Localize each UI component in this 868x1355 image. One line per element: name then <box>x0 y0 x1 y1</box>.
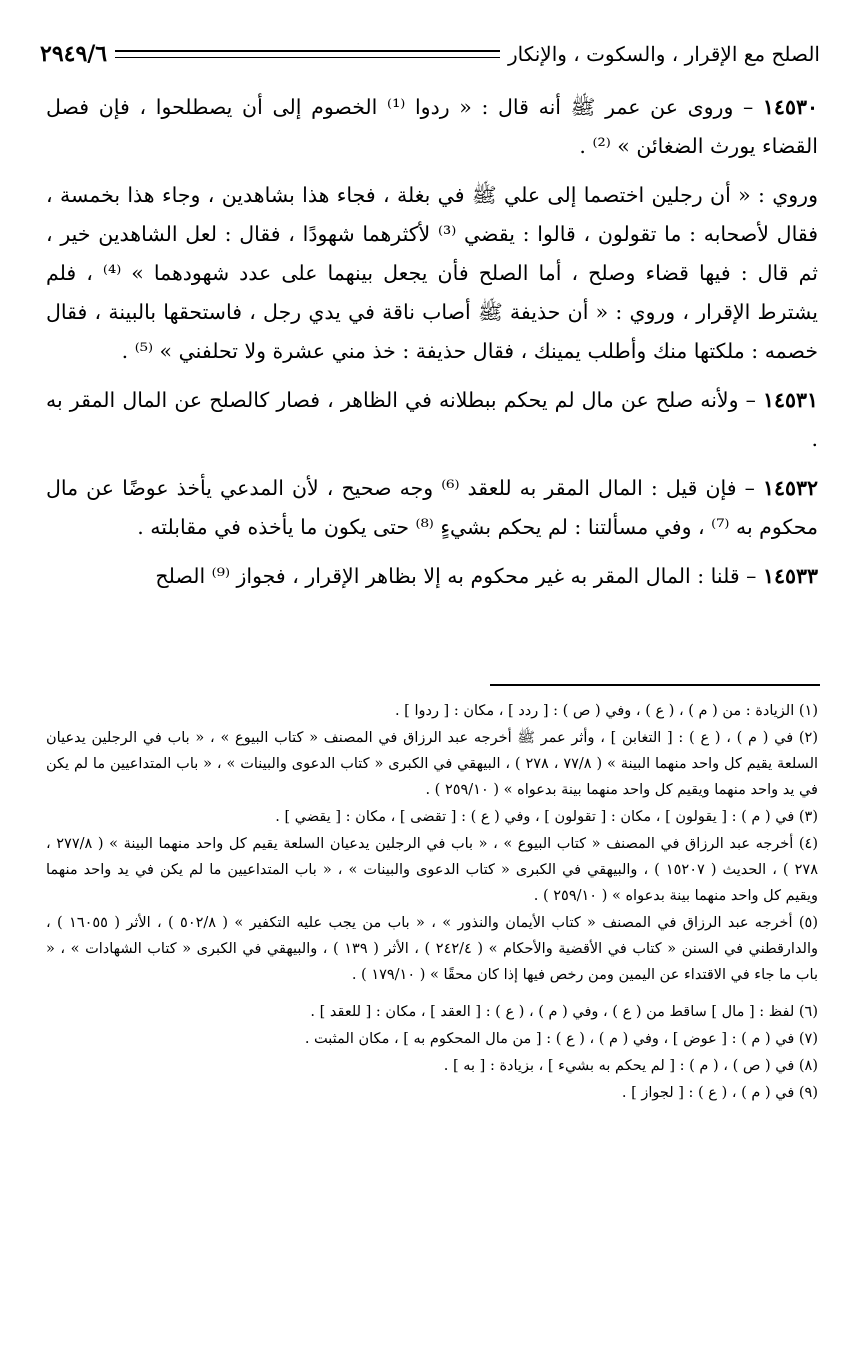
footnote-gap <box>46 989 818 999</box>
paragraph <box>46 88 818 166</box>
footnotes <box>46 698 818 1107</box>
paragraph <box>46 469 818 547</box>
running-header <box>40 34 820 74</box>
header-rule <box>115 50 500 58</box>
paragraph-text: وروي : « أن رجلين اختصما إلى علي ﷺ في بغلة ، فجاء هذا بشاهدين ، وجاء هذا بخمسة ، فقال لأصحابه : ما تقولون ، قالوا : يقضي ⁽³⁾ لأكثرهما شهودًا ، فقال : لعل الشاهدين خير ، ثم قال : فيها قضاء وصلح ، أما الصلح فأن يجعل بينهما على عدد شهودهما » ⁽⁴⁾ ، فلم يشترط الإقرار ، وروي : « أن حذيفة ﷺ أصاب ناقة في يدي رجل ، فاستحقها بالبينة ، فقال خصمه : ملكتها منك وأطلب يمينك ، فقال حذيفة : خذ مني عشرة ولا تحلفني » ⁽⁵⁾ . <box>46 183 819 363</box>
page-number: ٢٩٤٩/٦ <box>40 41 108 67</box>
paragraph-text: – ولأنه صلح عن مال لم يحكم ببطلانه في الظاهر ، فصار كالصلح عن المال المقر به . <box>46 388 818 451</box>
paragraph <box>46 557 818 596</box>
footnote: (٩) في ( م ) ، ( ع ) : [ لجواز ] . <box>621 1085 818 1101</box>
footnote: (٨) في ( ص ) ، ( م ) : [ لم يحكم به بشيء ] ، بزيادة : [ به ] . <box>443 1058 818 1074</box>
paragraph-number: ١٤٥٣١ <box>762 388 818 412</box>
paragraph-number: ١٤٥٣٠ <box>762 95 818 119</box>
main-text <box>46 88 818 606</box>
paragraph-number: ١٤٥٣٣ <box>762 564 818 588</box>
paragraph <box>46 176 818 371</box>
footnote: (٥) أخرجه عبد الرزاق في المصنف « كتاب الأيمان والنذور » ، « باب من يجب عليه التكفير » ( ٥٠٢/٨ ) ، الأثر ( ١٦٠٥٥ ) ، والدارقطني في السنن « كتاب في الأقضية والأحكام » ( ٢٤٢/٤ ) ، الأثر ( ١٣٩ ) ، والبيهقي في الكبرى « كتاب الشهادات » ، « باب ما جاء في الاقتداء عن اليمين ومن رخص فيها إذا كان محقًا » ( ١٧٩/١٠ ) . <box>46 915 819 983</box>
footnote: (٢) في ( م ) ، ( ع ) : [ التغابن ] ، وأثر عمر ﷺ أخرجه عبد الرزاق في المصنف « كتاب البيوع » ، « باب في الرجلين يدعيان السلعة يقيم كل واحد منهما البينة » ( ٧٧/٨ ، ٢٧٨ ) ، البيهقي في الكبرى « كتاب الدعوى والبينات » ، « باب المتداعيين ما لم يكن في يد واحد منهما ويقيم كل واحد منهما بينة بدعواه » ( ٢٥٩/١٠ ) . <box>46 730 819 798</box>
footnote-separator <box>490 684 820 686</box>
paragraph-number: ١٤٥٣٢ <box>762 476 818 500</box>
paragraph-text: – قلنا : المال المقر به غير محكوم به إلا بظاهر الإقرار ، فجواز ⁽⁹⁾ الصلح <box>155 564 763 588</box>
paragraph <box>46 381 818 459</box>
footnote: (٤) أخرجه عبد الرزاق في المصنف « كتاب البيوع » ، « باب في الرجلين يدعيان السلعة يقيم كل واحد منهما البينة » ( ٢٧٧/٨ ، ٢٧٨ ) ، الحديث ( ١٥٢٠٧ ) ، والبيهقي في الكبرى « كتاب الدعوى والبينات » ، « باب المتداعيين ما لم يكن في يد واحد منهما ويقيم كل واحد منهما بينة بدعواه » ( ٢٥٩/١٠ ) . <box>46 836 818 904</box>
footnote: (١) الزيادة : من ( م ) ، ( ع ) ، وفي ( ص ) : [ ردد ] ، مكان : [ ردوا ] . <box>394 703 818 719</box>
paragraph-text: – وروى عن عمر ﷺ أنه قال : « ردوا ⁽¹⁾ الخصوم إلى أن يصطلحوا ، فإن فصل القضاء يورث الضغائن » ⁽²⁾ . <box>46 95 818 158</box>
footnote: (٧) في ( م ) : [ عوض ] ، وفي ( م ) ، ( ع ) : [ من مال المحكوم به ] ، مكان المثبت . <box>304 1031 818 1047</box>
paragraph-text: – فإن قيل : المال المقر به للعقد ⁽⁶⁾ وجه صحيح ، لأن المدعي يأخذ عوضًا عن مال محكوم به ⁽⁷⁾ ، وفي مسألتنا : لم يحكم بشيءٍ ⁽⁸⁾ حتى يكون ما يأخذه في مقابلته . <box>46 476 818 539</box>
footnote: (٦) لفظ : [ مال ] ساقط من ( ع ) ، وفي ( م ) ، ( ع ) : [ العقد ] ، مكان : [ للعقد ] . <box>310 1004 818 1020</box>
footnote: (٣) في ( م ) : [ يقولون ] ، مكان : [ تقولون ] ، وفي ( ع ) : [ تقضى ] ، مكان : [ يقضي ] . <box>275 809 818 825</box>
chapter-title: الصلح مع الإقرار ، والسكوت ، والإنكار <box>507 42 820 66</box>
